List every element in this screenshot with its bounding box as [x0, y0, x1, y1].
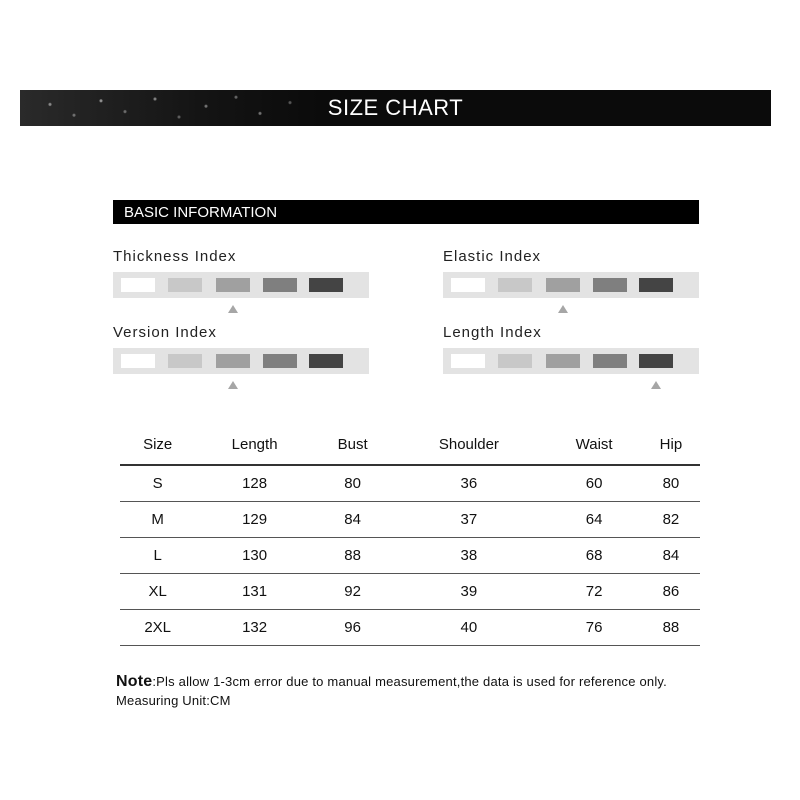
cell-waist: 68: [546, 538, 641, 574]
basic-information-bar: [113, 200, 699, 224]
thickness-index-level-4: [263, 278, 297, 292]
cell-hip: 80: [642, 465, 700, 502]
cell-size: L: [120, 538, 195, 574]
cell-length: 131: [195, 574, 314, 610]
thickness-index-level-3: [216, 278, 250, 292]
version-index-marker-icon: [228, 381, 238, 389]
elastic-index-marker-icon: [558, 305, 568, 313]
measuring-unit: Measuring Unit:CM: [116, 693, 231, 708]
table-row: [120, 574, 700, 610]
elastic-index-label: Elastic Index: [443, 248, 542, 265]
elastic-index-level-1: [451, 278, 485, 292]
version-index-level-2: [168, 354, 202, 368]
cell-shoulder: 38: [391, 538, 546, 574]
note-separator: :: [152, 674, 157, 689]
version-index-level-4: [263, 354, 297, 368]
table-header-row: [120, 425, 700, 465]
cell-size: M: [120, 502, 195, 538]
cell-shoulder: 40: [391, 610, 546, 646]
version-index-label: Version Index: [113, 324, 217, 341]
cell-shoulder: 37: [391, 502, 546, 538]
cell-size: S: [120, 465, 195, 502]
cell-bust: 96: [314, 610, 392, 646]
elastic-index: [443, 248, 699, 298]
cell-shoulder: 36: [391, 465, 546, 502]
cell-hip: 86: [642, 574, 700, 610]
cell-waist: 72: [546, 574, 641, 610]
elastic-index-level-4: [593, 278, 627, 292]
length-index-level-5: [639, 354, 673, 368]
cell-bust: 92: [314, 574, 392, 610]
size-chart-title: SIZE CHART: [327, 95, 464, 120]
thickness-index-level-5: [309, 278, 343, 292]
table-row: [120, 610, 700, 646]
size-chart-banner: [20, 90, 771, 126]
size-table: [120, 425, 700, 646]
cell-bust: 88: [314, 538, 392, 574]
length-index: [443, 324, 699, 374]
cell-bust: 80: [314, 465, 392, 502]
length-index-level-4: [593, 354, 627, 368]
version-index: [113, 324, 369, 374]
table-row: [120, 502, 700, 538]
cell-waist: 76: [546, 610, 641, 646]
length-index-label: Length Index: [443, 324, 542, 341]
note-text: Pls allow 1-3cm error due to manual measurement,the data is used for reference only.: [156, 674, 667, 689]
version-index-level-3: [216, 354, 250, 368]
note-label: Note: [116, 673, 153, 690]
header-length: Length: [231, 436, 278, 453]
cell-waist: 60: [546, 465, 641, 502]
cell-length: 128: [195, 465, 314, 502]
cell-length: 129: [195, 502, 314, 538]
cell-length: 132: [195, 610, 314, 646]
table-row: [120, 538, 700, 574]
note: [116, 673, 667, 691]
cell-length: 130: [195, 538, 314, 574]
cell-hip: 88: [642, 610, 700, 646]
elastic-index-level-3: [546, 278, 580, 292]
elastic-index-level-5: [639, 278, 673, 292]
elastic-index-level-2: [498, 278, 532, 292]
cell-size: 2XL: [120, 610, 195, 646]
length-index-level-2: [498, 354, 532, 368]
thickness-index-scale: [113, 272, 369, 298]
cell-waist: 64: [546, 502, 641, 538]
length-index-level-3: [546, 354, 580, 368]
header-size: Size: [143, 436, 173, 453]
header-waist: Waist: [575, 436, 613, 453]
thickness-index: [113, 248, 369, 298]
length-index-marker-icon: [651, 381, 661, 389]
header-hip: Hip: [659, 436, 683, 453]
basic-information-label: BASIC INFORMATION: [124, 204, 278, 221]
elastic-index-scale: [443, 272, 699, 298]
version-index-level-5: [309, 354, 343, 368]
thickness-index-level-2: [168, 278, 202, 292]
cell-hip: 84: [642, 538, 700, 574]
cell-bust: 84: [314, 502, 392, 538]
header-shoulder: Shoulder: [438, 436, 499, 453]
length-index-level-1: [451, 354, 485, 368]
length-index-scale: [443, 348, 699, 374]
version-index-level-1: [121, 354, 155, 368]
thickness-index-label: Thickness Index: [113, 248, 237, 265]
cell-shoulder: 39: [391, 574, 546, 610]
cell-size: XL: [120, 574, 195, 610]
thickness-index-marker-icon: [228, 305, 238, 313]
version-index-scale: [113, 348, 369, 374]
table-row: [120, 465, 700, 502]
header-bust: Bust: [337, 436, 368, 453]
cell-hip: 82: [642, 502, 700, 538]
thickness-index-level-1: [121, 278, 155, 292]
